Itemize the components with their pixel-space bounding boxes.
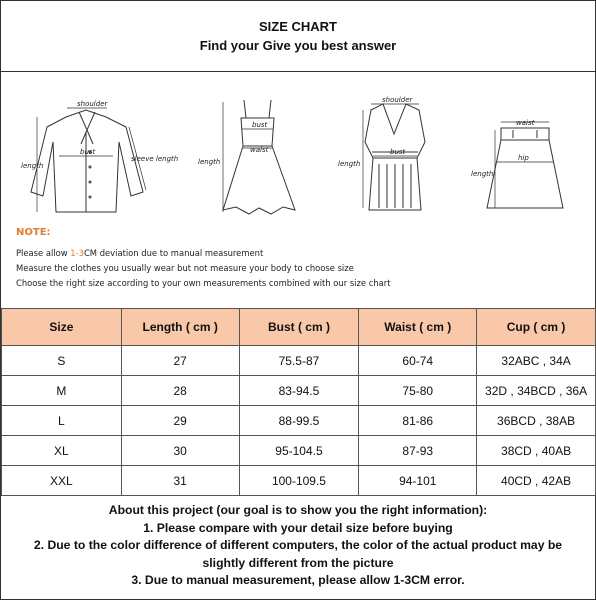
cell-cup: 38CD , 40AB [477, 436, 596, 466]
cell-cup: 36BCD , 38AB [477, 406, 596, 436]
cell-waist: 94-101 [359, 466, 477, 496]
footer-line-3: 2. Due to the color difference of different computers, the color of the actual product may be [33, 538, 563, 552]
cell-length: 28 [121, 376, 239, 406]
header-bust: Bust ( cm ) [239, 309, 359, 346]
cell-size: XL [2, 436, 122, 466]
footer-line-4: slightly different from the picture [202, 555, 394, 570]
size-table [1, 308, 596, 496]
note-line-1-highlight: 1-3 [70, 248, 84, 258]
table-row [2, 436, 596, 466]
table-row [2, 406, 596, 436]
footer-line-5: 3. Due to manual measurement, please allow 1-3CM error. [131, 573, 465, 587]
cell-length: 30 [121, 436, 239, 466]
shirt-illustration [31, 110, 143, 212]
skirt-waist-label: waist [516, 119, 535, 127]
note-line-2: Measure the clothes you usually wear but not measure your body to choose size [16, 263, 354, 273]
note-line-3: Choose the right size according to your own measurements combined with our size chart [16, 278, 391, 288]
cell-waist: 60-74 [359, 346, 477, 376]
cell-bust: 88-99.5 [239, 406, 359, 436]
cell-cup: 32ABC , 34A [477, 346, 596, 376]
dress-waist-label: waist [250, 146, 269, 154]
cell-length: 31 [121, 466, 239, 496]
note-line-1-post: CM deviation due to manual measurement [83, 248, 264, 258]
header-waist: Waist ( cm ) [359, 309, 477, 346]
cell-cup: 40CD , 42AB [477, 466, 596, 496]
note-line-1 [16, 248, 263, 258]
shirt-length-label: length [21, 162, 44, 170]
shirt-bust-label: bust [80, 148, 96, 156]
skirt-hip-label: hip [518, 154, 529, 162]
footer-line-2: 1. Please compare with your detail size before buying [143, 520, 453, 535]
dress-length-label: length [198, 158, 221, 166]
cell-size: S [2, 346, 122, 376]
measurement-diagrams [1, 72, 595, 308]
note-line-1-pre: Please allow [16, 248, 71, 258]
cell-bust: 100-109.5 [239, 466, 359, 496]
garment-illustrations [1, 72, 595, 222]
cell-waist: 87-93 [359, 436, 477, 466]
shirt-shoulder-label: shoulder [77, 100, 108, 108]
cell-waist: 81-86 [359, 406, 477, 436]
page-title: SIZE CHART [259, 19, 337, 34]
header [1, 1, 595, 72]
cell-size: L [2, 406, 122, 436]
dress-illustration [223, 100, 295, 214]
table-row [2, 466, 596, 496]
header-cup: Cup ( cm ) [477, 309, 596, 346]
note-title: NOTE: [16, 227, 51, 238]
cell-bust: 75.5-87 [239, 346, 359, 376]
shirt-sleeve-label: sleeve length [131, 155, 179, 163]
footer-line-1: About this project (our goal is to show you the right information): [108, 503, 488, 517]
tank-illustration [365, 104, 425, 210]
cell-bust: 83-94.5 [239, 376, 359, 406]
header-size: Size [2, 309, 122, 346]
skirt-illustration [487, 128, 563, 208]
dress-bust-label: bust [252, 121, 268, 129]
skirt-measure-lines [495, 122, 553, 208]
header-length: Length ( cm ) [121, 309, 239, 346]
table-row [2, 346, 596, 376]
table-row [2, 376, 596, 406]
cell-bust: 95-104.5 [239, 436, 359, 466]
page-subtitle: Find your Give you best answer [199, 38, 397, 53]
cell-cup: 32D , 34BCD , 36A [477, 376, 596, 406]
tank-shoulder-label: shoulder [382, 96, 413, 104]
footer-notes [1, 502, 595, 590]
tank-length-label: length [338, 160, 361, 168]
size-table-header-row [2, 309, 596, 346]
cell-waist: 75-80 [359, 376, 477, 406]
cell-size: XXL [2, 466, 122, 496]
tank-bust-label: bust [390, 148, 406, 156]
cell-size: M [2, 376, 122, 406]
cell-length: 27 [121, 346, 239, 376]
skirt-length-label: length [471, 170, 494, 178]
cell-length: 29 [121, 406, 239, 436]
